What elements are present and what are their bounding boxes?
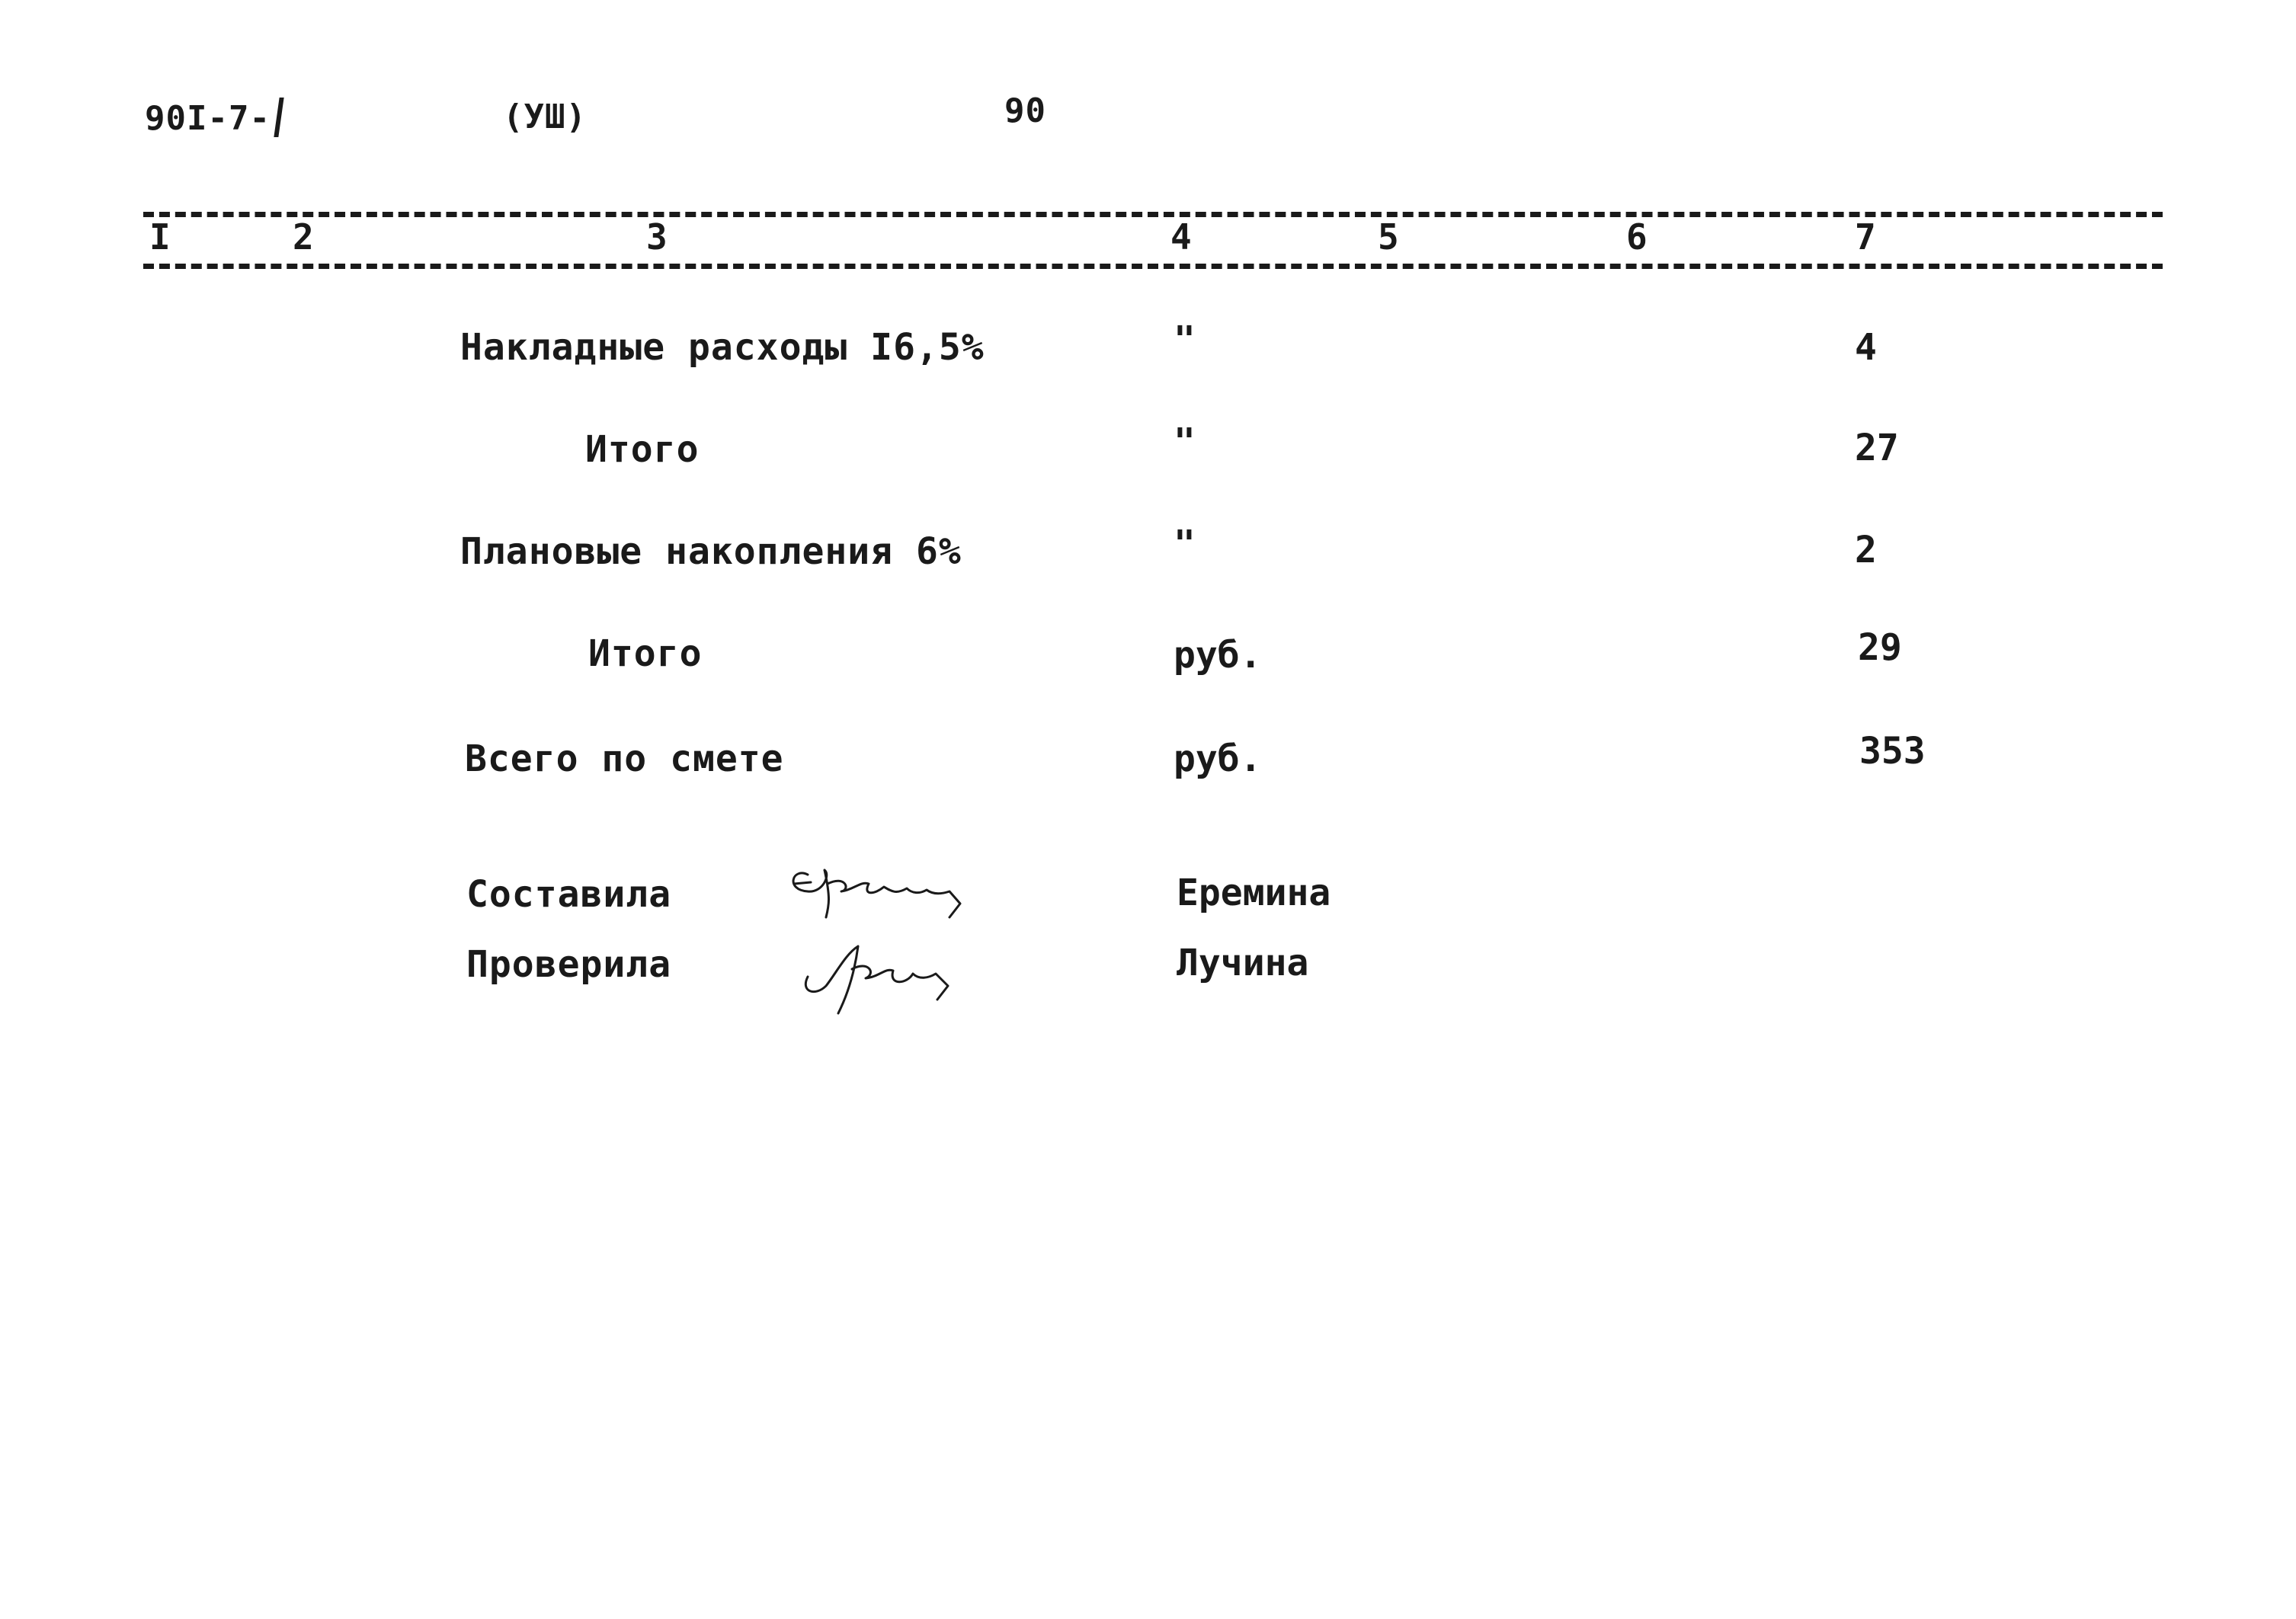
row-unit-subtotal-1: " (1174, 421, 1196, 463)
doc-code-text: 90I-7- (145, 99, 271, 138)
section-code: (УШ) (503, 98, 587, 136)
row-value-overhead: 4 (1855, 326, 1877, 369)
compiled-by-label: Составила (466, 873, 672, 916)
column-number-3: 3 (646, 216, 668, 258)
row-unit-subtotal-2: руб. (1174, 634, 1262, 677)
column-number-7: 7 (1855, 216, 1876, 258)
column-number-5: 5 (1378, 216, 1399, 258)
row-label-overhead: Накладные расходы I6,5% (460, 326, 985, 369)
column-number-4: 4 (1170, 216, 1192, 258)
row-label-subtotal-1: Итого (585, 428, 700, 471)
row-unit-overhead: " (1174, 318, 1196, 361)
checked-by-label: Проверила (466, 943, 672, 986)
row-value-subtotal-2: 29 (1858, 626, 1902, 669)
doc-code-mark (274, 98, 283, 137)
row-unit-planned-savings: " (1174, 523, 1196, 565)
compiled-by-signature (777, 844, 983, 936)
column-number-1: I (149, 216, 171, 258)
row-value-subtotal-1: 27 (1855, 427, 1899, 469)
checked-by-name: Лучина (1177, 942, 1309, 984)
row-label-subtotal-2: Итого (588, 632, 703, 675)
row-value-grand-total: 353 (1859, 730, 1926, 773)
row-label-planned-savings: Плановые накопления 6% (460, 530, 962, 573)
row-value-planned-savings: 2 (1855, 529, 1877, 571)
row-label-grand-total: Всего по смете (465, 738, 784, 780)
table-bottom-rule (143, 264, 2163, 269)
column-number-2: 2 (293, 216, 314, 258)
column-number-6: 6 (1626, 216, 1648, 258)
page-number: 90 (1004, 91, 1046, 130)
compiled-by-name: Еремина (1177, 872, 1331, 914)
doc-code (145, 98, 281, 138)
checked-by-signature (785, 923, 968, 1022)
row-unit-grand-total: руб. (1174, 738, 1262, 780)
